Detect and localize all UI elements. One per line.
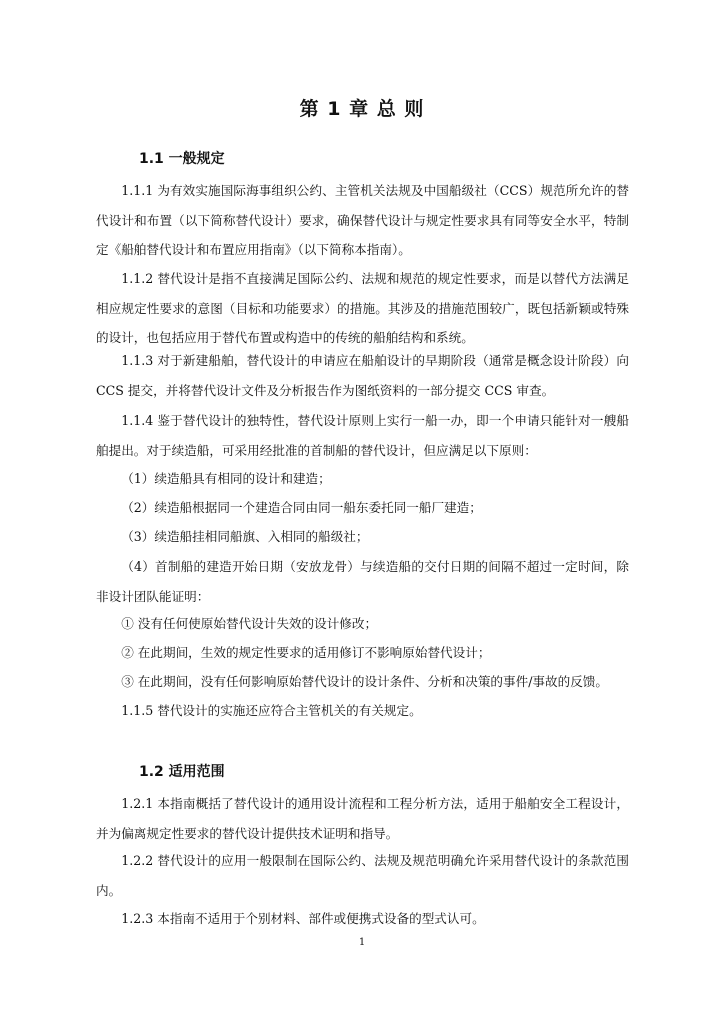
section-heading-1-1: 1.1 一般规定 — [139, 151, 225, 167]
paragraph-1-2-1: 1.2.1 本指南概括了替代设计的通用设计流程和工程分析方法，适用于船舶安全工程设计，并为偏离规定性要求的替代设计提供技术证明和指导。 — [96, 796, 629, 841]
list-item: （2）续造船根据同一个建造合同由同一船东委托同一船厂建造； — [121, 500, 482, 515]
section-heading-1-2: 1.2 适用范围 — [139, 764, 225, 780]
list-item: （3）续造船挂相同船旗、入相同的船级社； — [121, 529, 369, 544]
sub-list-item: ② 在此期间，生效的规定性要求的适用修订不影响原始替代设计； — [121, 645, 491, 660]
paragraph-1-1-3: 1.1.3 对于新建船舶，替代设计的申请应在船舶设计的早期阶段（通常是概念设计阶段）向 CCS 提交，并将替代设计文件及分析报告作为图纸资料的一部分提交 CCS 审查。 — [96, 353, 629, 398]
paragraph-1-2-3: 1.2.3 本指南不适用于个别材料、部件或便携式设备的型式认可。 — [121, 911, 485, 926]
paragraph-1-1-1: 1.1.1 为有效实施国际海事组织公约、主管机关法规及中国船级社（CCS）规范所允许的替代设计和布置（以下简称替代设计）要求，确保替代设计与规定性要求具有同等安全水平，特制定《船舶替代设计和布置应用指南》（以下简称本指南）。 — [96, 183, 629, 257]
page-number: 1 — [358, 937, 366, 948]
chapter-title: 第 1 章 总 则 — [299, 98, 425, 120]
sub-list-item: ③ 在此期间，没有任何影响原始替代设计的设计条件、分析和决策的事件/事故的反馈。 — [121, 674, 608, 689]
sub-list-item: ① 没有任何使原始替代设计失效的设计修改； — [121, 616, 378, 631]
paragraph-1-2-2: 1.2.2 替代设计的应用一般限制在国际公约、法规及规范明确允许采用替代设计的条款范围内。 — [96, 853, 629, 898]
list-item: （1）续造船具有相同的设计和建造； — [121, 471, 331, 486]
paragraph-1-1-5: 1.1.5 替代设计的实施还应符合主管机关的有关规定。 — [121, 703, 422, 718]
list-item: （4）首制船的建造开始日期（安放龙骨）与续造船的交付日期的间隔不超过一定时间，除非设计团队能证明： — [96, 559, 629, 604]
paragraph-1-1-2: 1.1.2 替代设计是指不直接满足国际公约、法规和规范的规定性要求，而是以替代方法满足相应规定性要求的意图（目标和功能要求）的措施。其涉及的措施范围较广，既包括新颖或特殊的设计，也包括应用于替代布置或构造中的传统的船舶结构和系统。 — [96, 271, 629, 345]
paragraph-1-1-4: 1.1.4 鉴于替代设计的独特性，替代设计原则上实行一船一办，即一个申请只能针对一艘船舶提出。对于续造船，可采用经批准的首制船的替代设计，但应满足以下原则： — [96, 413, 629, 458]
